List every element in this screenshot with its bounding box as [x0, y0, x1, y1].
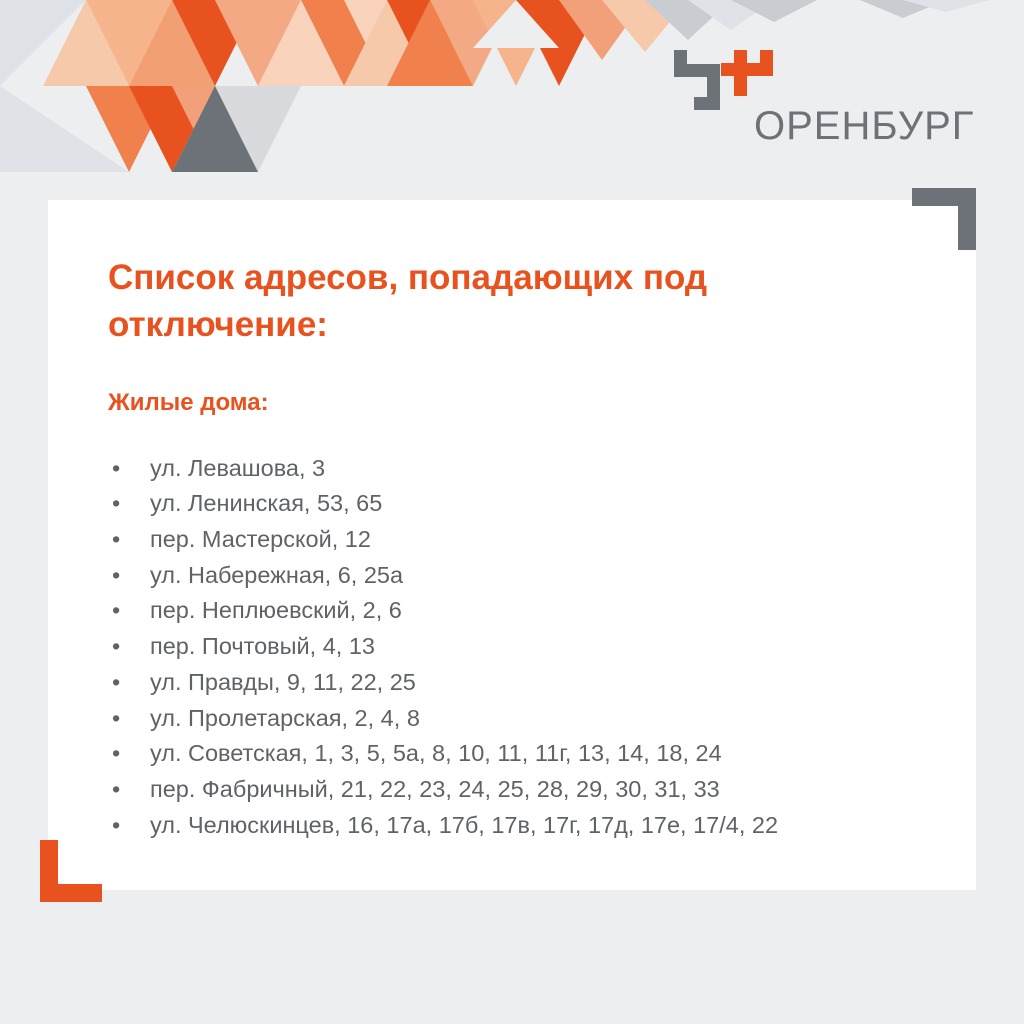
list-item: • ул. Правды, 9, 11, 22, 25 [108, 665, 916, 701]
logo-text: ОРЕНБУРГ [754, 104, 975, 148]
list-item: • ул. Пролетарская, 2, 4, 8 [108, 701, 916, 737]
content-card [48, 200, 976, 890]
section-subtitle: Жилые дома: [108, 388, 269, 416]
list-item: • ул. Левашова, 3 [108, 451, 916, 487]
orange-corner-bracket-icon [40, 840, 102, 902]
page-title: Список адресов, попадающих под отключение: [108, 258, 708, 345]
list-item: • ул. Ленинская, 53, 65 [108, 486, 916, 522]
list-item: • ул. Советская, 1, 3, 5, 5а, 8, 10, 11, 11г, 13, 14, 18, 24 [108, 736, 916, 772]
grey-corner-bracket-icon [912, 188, 976, 250]
address-list [108, 451, 916, 844]
list-item: • пер. Неплюевский, 2, 6 [108, 593, 916, 629]
brand-logo [668, 46, 988, 156]
list-item: • пер. Почтовый, 4, 13 [108, 629, 916, 665]
list-item: • ул. Челюскинцев, 16, 17а, 17б, 17в, 17г, 17д, 17е, 17/4, 22 [108, 808, 916, 844]
list-item: • пер. Фабричный, 21, 22, 23, 24, 25, 28, 29, 30, 31, 33 [108, 772, 916, 808]
list-item: • пер. Мастерской, 12 [108, 522, 916, 558]
list-item: • ул. Набережная, 6, 25а [108, 558, 916, 594]
